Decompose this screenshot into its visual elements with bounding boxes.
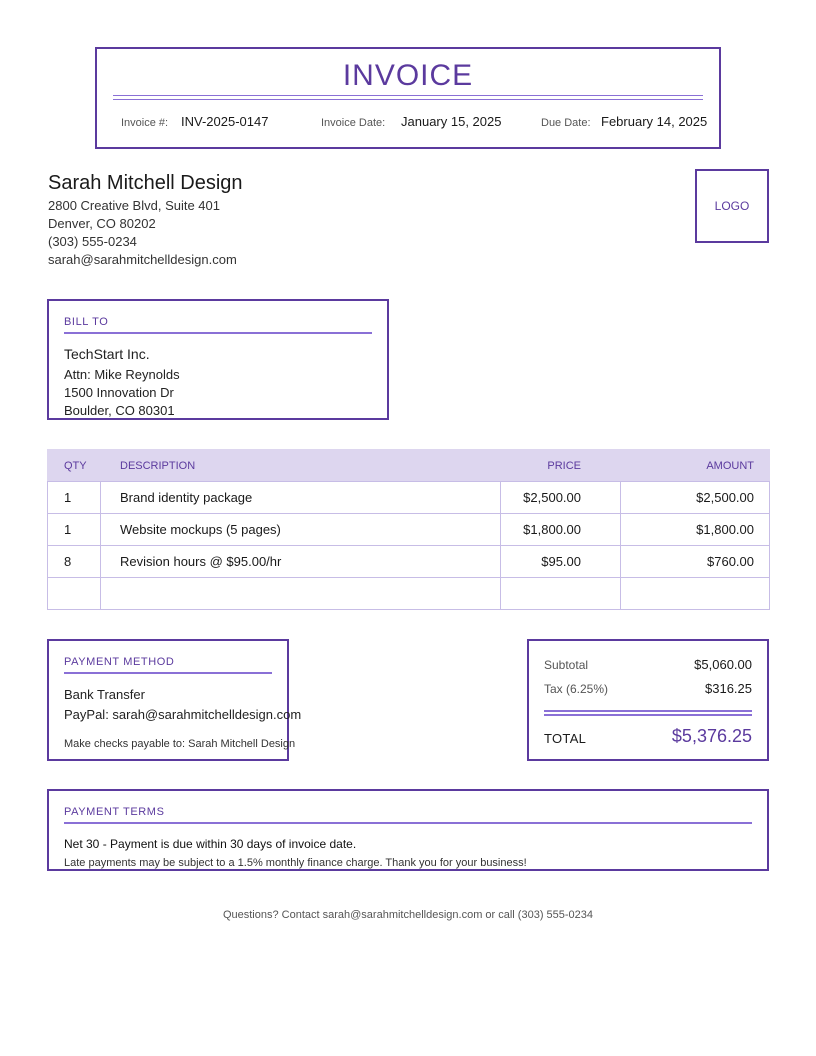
total-value: $5,376.25 xyxy=(671,726,752,746)
payment-paypal: PayPal: sarah@sarahmitchelldesign.com xyxy=(64,707,302,722)
invoice-title: INVOICE xyxy=(342,59,474,92)
total-label: TOTAL xyxy=(544,731,587,746)
invoice-header xyxy=(95,47,721,149)
client-name: TechStart Inc. xyxy=(64,346,150,362)
table-header-row xyxy=(48,450,770,482)
bill-to-heading: BILL TO xyxy=(64,316,109,328)
invoice-date-label: Invoice Date: xyxy=(321,117,386,129)
header-divider xyxy=(113,95,703,100)
item-qty: 1 xyxy=(48,514,101,546)
invoice-date: January 15, 2025 xyxy=(401,114,502,129)
client-attn: Attn: Mike Reynolds xyxy=(64,367,180,382)
column-header-price: PRICE xyxy=(501,450,621,482)
item-qty xyxy=(48,578,101,610)
payment-terms-heading: PAYMENT TERMS xyxy=(64,806,165,818)
payment-method-divider xyxy=(64,672,272,674)
company-address-line1: 2800 Creative Blvd, Suite 401 xyxy=(48,198,220,213)
footer-contact: Questions? Contact sarah@sarahmitchelldesign.com or call (303) 555-0234 xyxy=(222,909,594,921)
subtotal-value: $5,060.00 xyxy=(694,657,752,672)
payment-terms-section xyxy=(47,789,769,871)
column-header-qty: QTY xyxy=(48,450,101,482)
invoice-number-label: Invoice #: xyxy=(121,117,169,129)
column-header-amount: AMOUNT xyxy=(621,450,770,482)
payment-terms-divider xyxy=(64,822,752,824)
item-qty: 8 xyxy=(48,546,101,578)
item-amount: $2,500.00 xyxy=(621,482,770,514)
invoice-number: INV-2025-0147 xyxy=(181,114,269,129)
logo-label: LOGO xyxy=(714,199,750,213)
item-description: Website mockups (5 pages) xyxy=(101,514,501,546)
line-items-table xyxy=(47,449,770,610)
payment-method-heading: PAYMENT METHOD xyxy=(64,656,175,668)
bill-to-section xyxy=(47,299,389,420)
company-name: Sarah Mitchell Design xyxy=(48,172,243,194)
table-row xyxy=(48,514,770,546)
totals-section xyxy=(527,639,769,761)
due-date-label: Due Date: xyxy=(541,117,591,129)
payment-checks-note: Make checks payable to: Sarah Mitchell Design xyxy=(64,738,296,750)
item-qty: 1 xyxy=(48,482,101,514)
totals-divider xyxy=(544,710,752,716)
company-email: sarah@sarahmitchelldesign.com xyxy=(48,252,237,267)
payment-terms-text: Net 30 - Payment is due within 30 days of invoice date. xyxy=(64,837,357,851)
item-description: Brand identity package xyxy=(101,482,501,514)
due-date: February 14, 2025 xyxy=(601,114,708,129)
item-price: $95.00 xyxy=(501,546,621,578)
item-amount: $760.00 xyxy=(621,546,770,578)
subtotal-label: Subtotal xyxy=(544,658,589,672)
late-payment-note: Late payments may be subject to a 1.5% monthly finance charge. Thank you for your business! xyxy=(64,857,527,869)
item-amount: $1,800.00 xyxy=(621,514,770,546)
bill-to-divider xyxy=(64,332,372,334)
payment-bank-transfer: Bank Transfer xyxy=(64,687,145,702)
item-amount xyxy=(621,578,770,610)
payment-method-section xyxy=(47,639,302,761)
item-price xyxy=(501,578,621,610)
item-description: Revision hours @ $95.00/hr xyxy=(101,546,501,578)
company-phone: (303) 555-0234 xyxy=(48,234,137,249)
company-address-line2: Denver, CO 80202 xyxy=(48,216,156,231)
table-row xyxy=(48,482,770,514)
tax-value: $316.25 xyxy=(705,681,752,696)
client-address-line1: 1500 Innovation Dr xyxy=(64,385,174,400)
item-price: $2,500.00 xyxy=(501,482,621,514)
tax-label: Tax (6.25%) xyxy=(544,682,609,696)
client-address-line2: Boulder, CO 80301 xyxy=(64,403,175,418)
table-row-empty xyxy=(48,578,770,610)
item-price: $1,800.00 xyxy=(501,514,621,546)
table-row xyxy=(48,546,770,578)
logo-placeholder xyxy=(695,169,769,243)
column-header-description: DESCRIPTION xyxy=(101,450,501,482)
item-description xyxy=(101,578,501,610)
